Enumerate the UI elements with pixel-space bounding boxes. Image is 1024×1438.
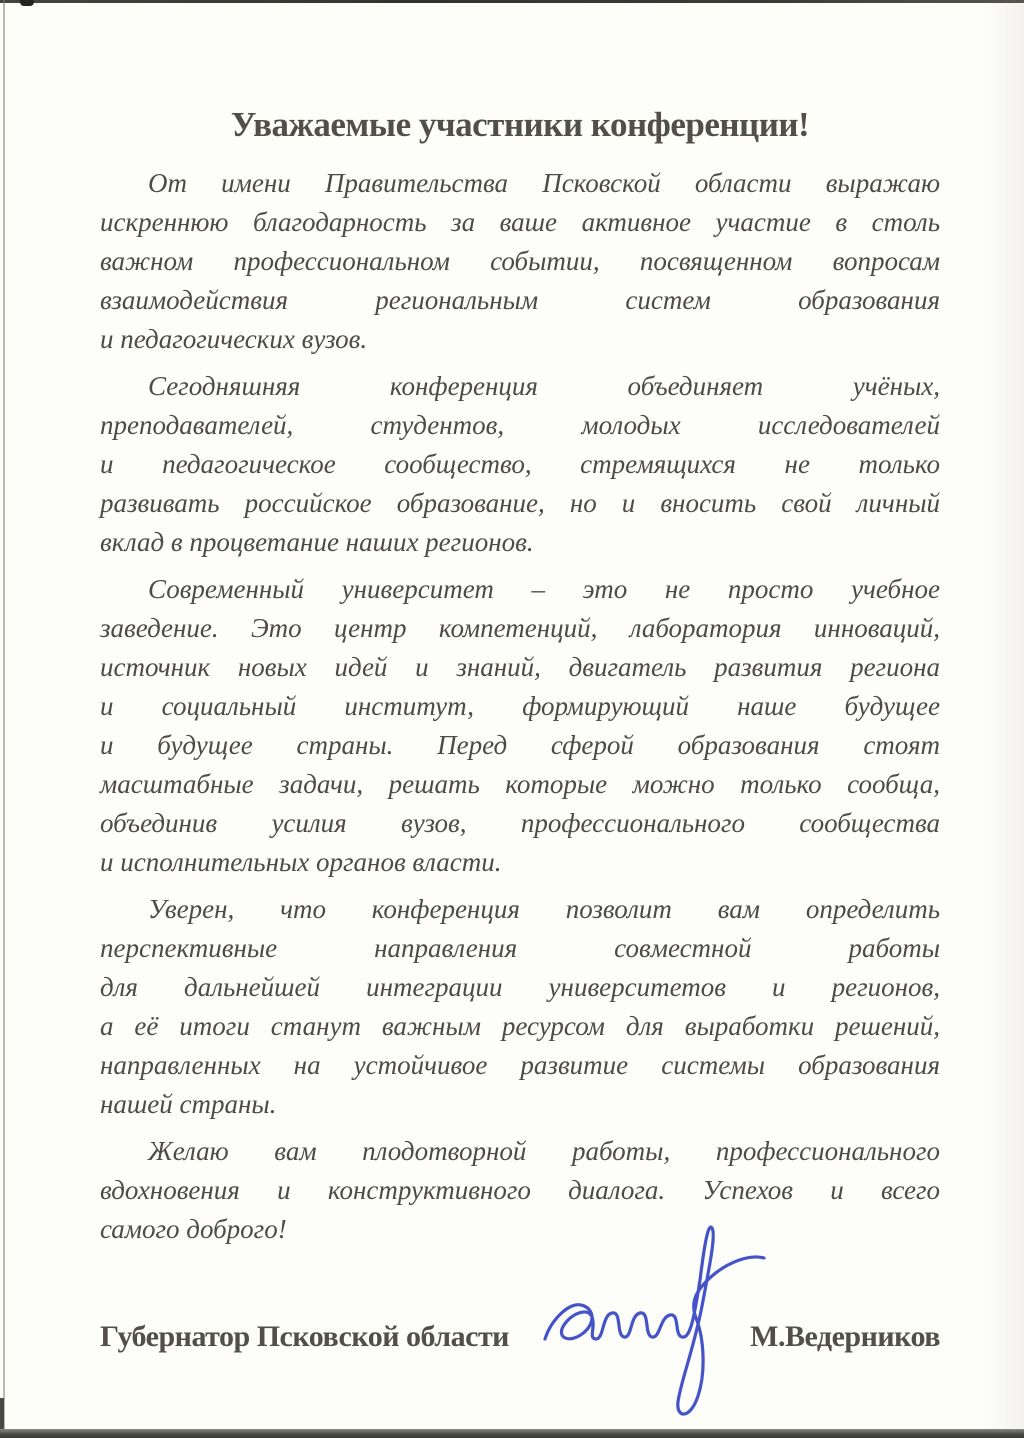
text-line: Сегодняшняя конференция объединяет учёных, [148,371,940,401]
text-line: масштабные задачи, решать которые можно только сообща, [100,769,940,799]
letter-body [100,164,940,1249]
text-line: Желаю вам плодотворной работы, профессионального [148,1136,940,1166]
scan-nub-bottom-left [0,1398,4,1432]
text-line: и будущее страны. Перед сферой образования стоят [100,730,940,760]
text-line: вклад в процветание наших регионов. [100,527,534,557]
text-line: а её итоги станут важным ресурсом для выработки решений, [100,1011,940,1041]
text-line: объединив усилия вузов, профессионального сообщества [100,808,940,838]
text-line: важном профессиональном событии, посвященном вопросам [100,246,940,276]
text-line: перспективные направления совместной работы [100,933,940,963]
scan-edge-top [0,0,1024,3]
text-line: нашей страны. [100,1089,277,1119]
text-line: Современный университет – это не просто учебное [148,574,940,604]
signer-name: М.Ведерников [750,1320,940,1353]
text-line: и педагогическое сообщество, стремящихся не только [100,449,940,479]
text-line: вдохновения и конструктивного диалога. Успехов и всего [100,1175,940,1205]
signer-position-title: Губернатор Псковской области [100,1320,509,1353]
text-line: От имени Правительства Псковской области выражаю [148,168,940,198]
text-line: направленных на устойчивое развитие системы образования [100,1050,940,1080]
letter-content [100,0,940,1249]
text-line: самого доброго! [100,1214,287,1244]
text-line: развивать российское образование, но и вносить свой личный [100,488,940,518]
letter-title: Уважаемые участники конференции! [230,105,810,144]
text-line: преподавателей, студентов, молодых исследователей [100,410,940,440]
paragraph [100,1132,940,1249]
paragraph [100,367,940,562]
text-line: для дальнейшей интеграции университетов и регионов, [100,972,940,1002]
text-line: заведение. Это центр компетенций, лаборатория инноваций, [100,613,940,643]
text-line: и социальный институт, формирующий наше будущее [100,691,940,721]
paragraph [100,570,940,882]
paragraph [100,164,940,359]
text-line: взаимодействия региональным систем образования [100,285,940,315]
text-line: и педагогических вузов. [100,324,368,354]
scan-edge-bottom [0,1429,1024,1438]
scan-edge-left [3,0,5,1438]
signoff-row [100,1320,940,1354]
handwritten-signature-icon [543,1218,767,1432]
text-line: источник новых идей и знаний, двигатель развития региона [100,652,940,682]
paragraph [100,890,940,1124]
text-line: Уверен, что конференция позволит вам определить [148,894,940,924]
text-line: и исполнительных органов власти. [100,847,502,877]
text-line: искреннюю благодарность за ваше активное участие в столь [100,207,940,237]
scan-speck-top [20,0,34,6]
